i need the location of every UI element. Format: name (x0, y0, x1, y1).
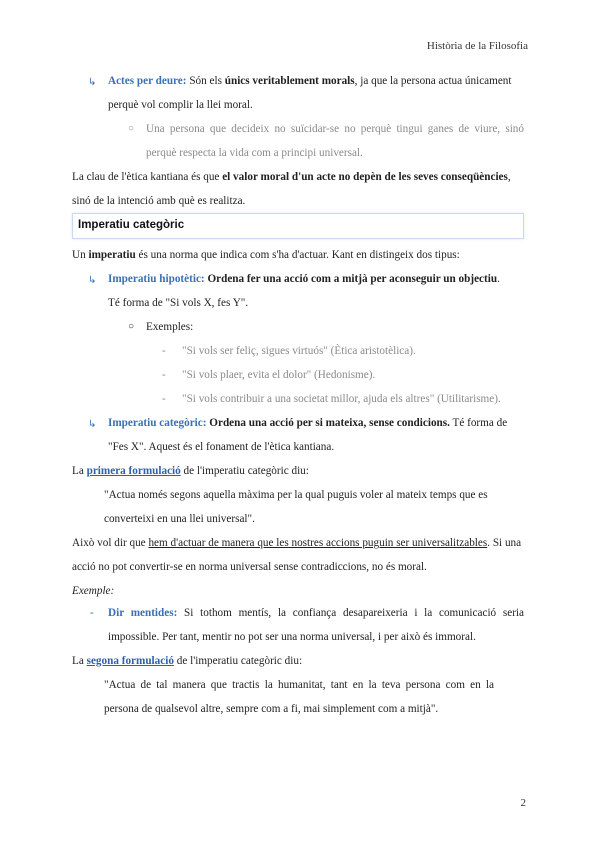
sub-item-example-line2: perquè respecta la vida com a principi universal. (146, 147, 363, 159)
arrow-bullet-icon: ↳ (88, 419, 97, 430)
first-formulation-quote: "Actua només segons aquella màxima per la qual puguis voler al mateix temps que es (104, 489, 488, 501)
example-item-3: "Si vols contribuir a una societat millor, ajuda els altres" (Utilitarisme). (182, 393, 501, 405)
sub-item-example: Una persona que decideix no suïcidar-se no perquè tingui ganes de viure, sinó (146, 123, 524, 135)
second-formulation-quote-line2: persona de qualsevol altre, sempre com a fi, mai simplement com a mitjà". (104, 703, 439, 715)
dash-bullet: - (90, 607, 94, 619)
meaning-paragraph-line2: acció no pot convertir-se en norma universal sense contradiccions, no és moral. (72, 561, 427, 573)
dash-bullet: - (162, 393, 166, 405)
section-title: Imperatiu categòric (78, 219, 185, 231)
second-formulation-link[interactable]: segona formulació (86, 655, 174, 667)
first-formulation-quote-line2: converteixi en una llei universal". (104, 513, 255, 525)
second-formulation-intro: La segona formulació de l'imperatiu categòric diu: (72, 655, 303, 667)
list-item-categorical: Imperatiu categòric: Ordena una acció per si mateixa, sense condicions. Té forma de (108, 417, 508, 429)
key-paragraph: La clau de l'ètica kantiana és que el valor moral d'un acte no depèn de les seves conseqüències, (72, 171, 511, 183)
circle-bullet-icon: ○ (128, 123, 135, 134)
key-paragraph-line2: sinó de la intenció amb què es realitza. (72, 195, 246, 207)
intro-paragraph: Un imperatiu és una norma que indica com s'ha d'actuar. Kant en distingeix dos tipus: (72, 249, 460, 261)
page-number: 2 (520, 797, 526, 809)
dash-bullet: - (162, 345, 166, 357)
example-item-2: "Si vols plaer, evita el dolor" (Hedonisme). (182, 369, 376, 381)
first-formulation-link[interactable]: primera formulació (86, 465, 181, 477)
examples-label: Exemples: (146, 321, 194, 333)
example-item-lies-line2: impossible. Per tant, mentir no pot ser una norma universal, i per això és immoral. (108, 631, 476, 643)
dash-bullet: - (162, 369, 166, 381)
example-item-lies: Dir mentides: Si tothom mentís, la confiança desapareixeria i la comunicació seria (108, 607, 525, 619)
running-header: Història de la Filosofia (426, 40, 528, 52)
circle-bullet-icon: ○ (128, 321, 135, 332)
list-item-actes-per-deure: Actes per deure: Són els únics veritablement morals, ja que la persona actua únicament (108, 75, 512, 87)
categorical-form: "Fes X". Aquest és el fonament de l'ètica kantiana. (108, 441, 335, 453)
meaning-paragraph: Això vol dir que hem d'actuar de manera que les nostres accions puguin ser universalitzables. Si una (72, 537, 522, 549)
list-item-line2: perquè vol complir la llei moral. (108, 99, 253, 111)
example-label: Exemple: (72, 585, 115, 597)
arrow-bullet-icon: ↳ (88, 77, 97, 88)
arrow-bullet-icon: ↳ (88, 275, 97, 286)
second-formulation-quote: "Actua de tal manera que tractis la humanitat, tant en la teva persona com en la (104, 679, 494, 691)
item-label: Actes per deure (108, 75, 183, 87)
first-formulation-intro: La primera formulació de l'imperatiu categòric diu: (72, 465, 309, 477)
list-item-hypothetical: Imperatiu hipotètic: Ordena fer una acció com a mitjà per aconseguir un objectiu. (108, 273, 500, 285)
hypothetical-form: Té forma de "Si vols X, fes Y". (108, 297, 249, 309)
example-item-1: "Si vols ser feliç, sigues virtuós" (Ètica aristotèlica). (182, 345, 416, 357)
